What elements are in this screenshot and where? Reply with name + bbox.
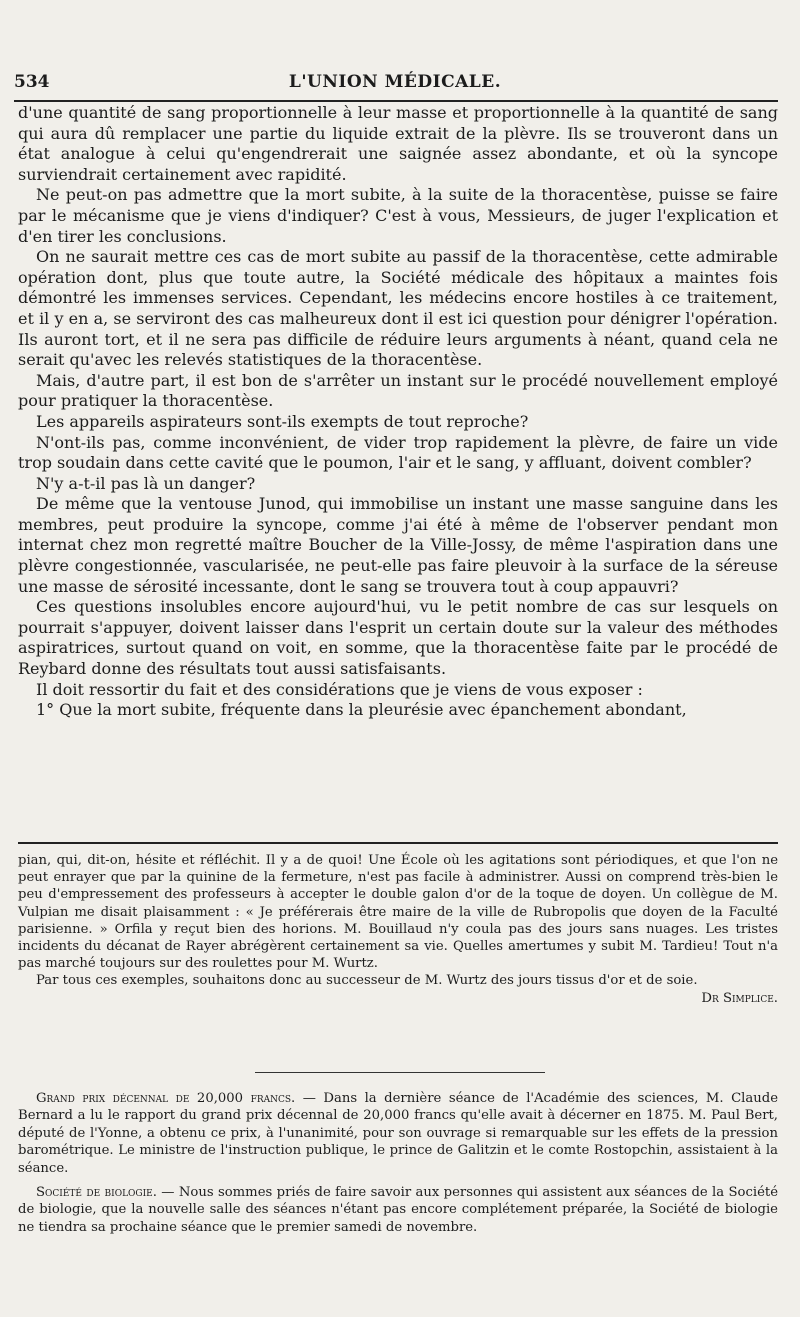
author-signature: Dr Simplice.	[701, 990, 778, 1006]
body-paragraph: Il doit ressortir du fait et des considérations que je viens de vous exposer :	[36, 679, 643, 699]
news-text: — Dans la dernière séance de l'Académie des sciences, M. Claude Bernard a lu le rapport du grand prix décennal de 20,000 francs qu'elle avait à décerner en 1875. M. Paul Bert, député de l'Yonne, a obtenu ce prix, à l'unanimité, pour son ouvrage si remarquable sur les effets de la pression barométrique. Le ministre de l'instruction publique, le prince de Galitzin et le comte Rostopchin, assistaient à la séance.	[18, 1091, 778, 1176]
body-paragraph: N'y a-t-il pas là un danger?	[36, 473, 256, 493]
news-item	[18, 1184, 778, 1236]
feuilleton-rule	[18, 842, 778, 844]
news-item	[18, 1090, 778, 1177]
body-paragraph: De même que la ventouse Junod, qui immobilise un instant une masse sanguine dans les membres, peut produire la syncope, comme j'ai été à même de l'observer pendant mon internat chez mon regretté maître Boucher de la Ville-Jossy, de même l'aspiration dans une plèvre congestionnée, vascularisée, ne peut-elle pas faire pleuvoir à la surface de la séreuse une masse de sérosité incessante, dont le sang se trouvera tout à coup appauvri?	[18, 494, 778, 596]
news-heading: Grand prix décennal de 20,000 francs.	[36, 1091, 296, 1106]
body-paragraph: Les appareils aspirateurs sont-ils exempts de tout reproche?	[36, 411, 529, 431]
feuilleton-closing	[18, 972, 778, 1006]
feuilleton-paragraph: pian, qui, dit-on, hésite et réfléchit. Il y a de quoi! Une École où les agitations sont périodiques, et que l'on ne peut enrayer que par la quinine de la fermeture, n'est pas facile à administrer. Aussi on comprend très-bien le peu d'empressement des professeurs à accepter le double galon d'or de la toque de doyen. Un collègue de M. Vulpian me disait plaisamment : « Je préférerais être maire de la ville de Rubropolis que doyen de la Faculté parisienne. » Orfila y reçut bien des horions. M. Bouillaud n'y coula pas des jours sans nuages. Les tristes incidents du décanat de Rayer abrégèrent certainement sa vie. Quelles amertumes y subit M. Tardieu! Tout n'a pas marché toujours sur des roulettes pour M. Wurtz.	[18, 853, 778, 972]
body-paragraph: Ces questions insolubles encore aujourd'hui, vu le petit nombre de cas sur lesquels on pourrait s'appuyer, doivent laisser dans l'esprit un certain doute sur la valeur des méthodes aspiratrices, surtout quand on voit, en somme, que la thoracentèse faite par le procédé de Reybard donne des résultats tout aussi satisfaisants.	[18, 597, 778, 679]
article-body	[18, 103, 778, 721]
body-paragraph: On ne saurait mettre ces cas de mort subite au passif de la thoracentèse, cette admirable opération dont, plus que toute autre, la Société médicale des hôpitaux a maintes fois démontré les immenses services. Cependant, les médecins encore hostiles à ce traitement, et il y en a, se serviront des cas malheureux dont il est ici question pour dénigrer l'opération. Ils auront tort, et il ne sera pas difficile de réduire leurs arguments à néant, quand cela ne serait qu'avec les relevés statistiques de la thoracentèse.	[18, 247, 778, 370]
feuilleton-closing-text: Par tous ces exemples, souhaitons donc au successeur de M. Wurtz des jours tissus d'or et de soie.	[36, 973, 698, 989]
feuilleton	[18, 852, 778, 1007]
body-paragraph: d'une quantité de sang proportionnelle à leur masse et proportionnelle à la quantité de sang qui aura dû remplacer une partie du liquide extrait de la plèvre. Ils se trouveront dans un état analogue à celui qu'engendrerait une saignée assez abondante, et où la syncope surviendrait certainement avec rapidité.	[18, 103, 778, 184]
news-heading: Société de biologie.	[36, 1185, 157, 1201]
body-paragraph: N'ont-ils pas, comme inconvénient, de vider trop rapidement la plèvre, de faire un vide trop soudain dans cette cavité que le poumon, l'air et le sang, y affluant, doivent combler?	[18, 432, 778, 473]
body-paragraph: Mais, d'autre part, il est bon de s'arrêter un instant sur le procédé nouvellement employé pour pratiquer la thoracentèse.	[18, 370, 778, 411]
news-text: — Nous sommes priés de faire savoir aux personnes qui assistent aux séances de la Société de biologie, que la nouvelle salle des séances n'étant pas encore complétement préparée, la Société de biologie ne tiendra sa prochaine séance que le premier samedi de novembre.	[18, 1185, 778, 1235]
section-divider	[255, 1072, 545, 1073]
body-paragraph: 1° Que la mort subite, fréquente dans la pleurésie avec épanchement abondant,	[36, 700, 687, 720]
journal-title: L'UNION MÉDICALE.	[288, 72, 502, 92]
body-paragraph: Ne peut-on pas admettre que la mort subite, à la suite de la thoracentèse, puisse se faire par le mécanisme que je viens d'indiquer? C'est à vous, Messieurs, de juger l'explication et d'en tirer les conclusions.	[18, 185, 778, 246]
news-section	[18, 1090, 778, 1243]
header-rule	[14, 100, 778, 102]
running-head	[14, 66, 776, 96]
page-number: 534	[14, 72, 50, 92]
